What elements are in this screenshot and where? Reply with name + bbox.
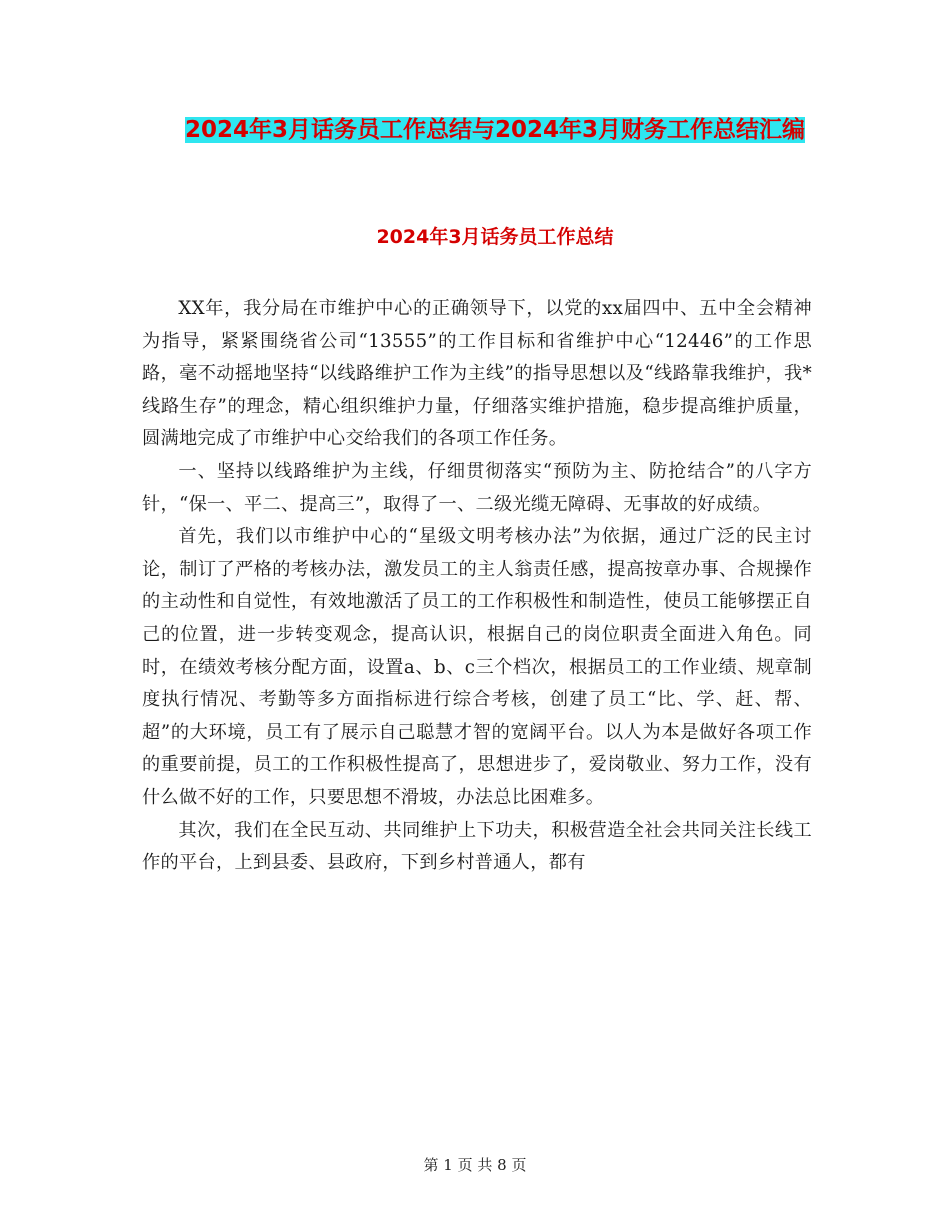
paragraph: 首先，我们以市维护中心的“星级文明考核办法”为依据，通过广泛的民主讨论，制订了严格的考核办法，激发员工的主人翁责任感，提高按章办事、合规操作的主动性和自觉性，有效地激活了员工的工作积极性和制造性，使员工能够摆正自己的位置，进一步转变观念，提高认识，根据自己的岗位职责全面进入角色。同时，在绩效考核分配方面，设置a、b、c三个档次，根据员工的工作业绩、规章制度执行情况、考勤等多方面指标进行综合考核，创建了员工“比、学、赶、帮、超”的大环境，员工有了展示自己聪慧才智的宽阔平台。以人为本是做好各项工作的重要前提，员工的工作积极性提高了，思想进步了，爱岗敬业、努力工作，没有什么做不好的工作，只要思想不滑坡，办法总比困难多。 <box>142 526 812 808</box>
document-title <box>140 106 850 154</box>
paragraph: 一、坚持以线路维护为主线，仔细贯彻落实“预防为主、防抢结合”的八字方针，“保一、平二、提高三”，取得了一、二级光缆无障碍、无事故的好成绩。 <box>142 460 812 515</box>
document-body <box>142 293 812 880</box>
paragraph: XX年，我分局在市维护中心的正确领导下，以党的xx届四中、五中全会精神为指导，紧紧围绕省公司“13555”的工作目标和省维护中心“12446”的工作思路，毫不动摇地坚持“以线路维护工作为主线”的指导思想以及“线路靠我维护，我*线路生存”的理念，精心组织维护力量，仔细落实维护措施，稳步提高维护质量，圆满地完成了市维护中心交给我们的各项工作任务。 <box>142 298 812 450</box>
page-footer: 第 1 页 共 8 页 <box>423 1156 527 1174</box>
paragraph: 其次，我们在全民互动、共同维护上下功夫，积极营造全社会共同关注长线工作的平台，上到县委、县政府，下到乡村普通人，都有 <box>142 819 812 874</box>
section-title: 2024年3月话务员工作总结 <box>376 226 614 248</box>
title-highlight: 2024年3月话务员工作总结与2024年3月财务工作总结汇编 <box>184 117 806 143</box>
